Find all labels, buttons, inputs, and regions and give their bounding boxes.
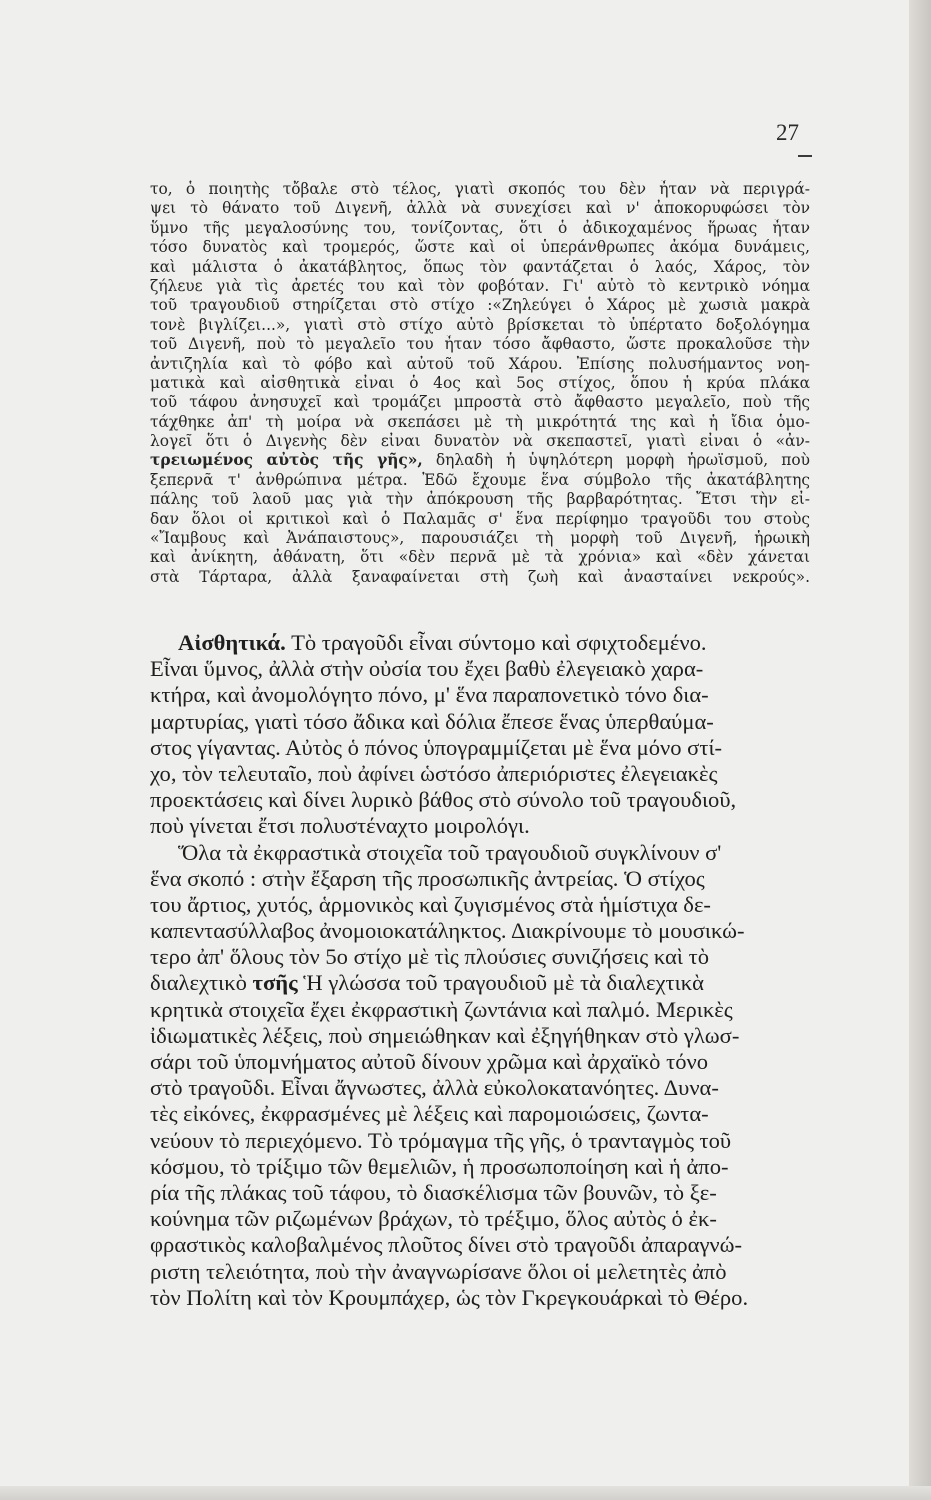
line-rest: Ἡ γλώσσα τοῦ τραγουδιοῦ μὲ τὰ διαλεχτικὰ	[297, 970, 704, 996]
text-line: ποὺ γίνεται ἔτσι πολυστέναχτο μοιρολόγι.	[150, 813, 530, 839]
bold-phrase: τρειωμένος αὐτὸς τῆς γῆς»,	[150, 451, 423, 470]
text-line: φραστικὸς καλοβαλμένος πλοῦτος δίνει στὸ τραγοῦδι ἀπαραγνώ-	[150, 1232, 743, 1258]
bold-word: τσῆς	[252, 970, 298, 996]
text-line: στος γίγαντας. Αὐτὸς ὁ πόνος ὑπογραμμίζεται μὲ ἕνα μόνο στί-	[150, 734, 723, 760]
text-line: τὲς εἰκόνες, ἐκφρασμένες μὲ λέξεις καὶ παρομοιώσεις, ζωντα-	[150, 1101, 709, 1127]
page-edge-bottom	[0, 1486, 931, 1500]
text-line-with-bold	[150, 451, 810, 470]
text-line: ξεπερνᾶ τ' ἀνθρώπινα μέτρα. Ἐδῶ ἔχουμε ἕνα σύμβολο τῆς ἀκατάβλητης	[150, 470, 810, 489]
text-line: δαν ὅλοι οἱ κριτικοὶ καὶ ὁ Παλαμᾶς σ' ἕνα περίφημο τραγοῦδι του στοὺς	[150, 509, 810, 528]
text-line: στὸ τραγοῦδι. Εἶναι ἄγνωστες, ἀλλὰ εὐκολοκατανόητες. Δυνα-	[150, 1075, 719, 1101]
text-line: κτήρα, καὶ ἀνομολόγητο πόνο, μ' ἕνα παραπονετικὸ τόνο δια-	[150, 682, 709, 708]
header-dash	[798, 155, 812, 157]
text-line: καπεντασύλλαβος ἀνομοιοκατάληκτος. Διακρίνουμε τὸ μουσικώ-	[150, 918, 745, 944]
text-line: χο, τὸν τελευταῖο, ποὺ ἀφίνει ὡστόσο ἀπεριόριστες ἐλεγειακὲς	[150, 760, 718, 786]
text-line: ριστη τελειότητα, ποὺ τὴν ἀναγνωρίσανε ὅλοι οἱ μελετητὲς ἀπὸ	[150, 1258, 727, 1284]
text-line: κόσμου, τὸ τρίξιμο τῶν θεμελιῶν, ἡ προσωποποίηση καὶ ἡ ἀπο-	[150, 1153, 729, 1179]
text-line: στὰ Τάρταρα, ἀλλὰ ξαναφαίνεται στὴ ζωὴ καὶ ἀνασταίνει νεκρούς».	[150, 567, 810, 586]
text-line: ἰδιωματικὲς λέξεις, ποὺ σημειώθηκαν καὶ ἐξηγήθηκαν στὸ γλωσ-	[150, 1022, 740, 1048]
text-line: καὶ ἀνίκητη, ἀθάνατη, ὅτι «δὲν περνᾶ μὲ τὰ χρόνια» καὶ «δὲν χάνεται	[150, 548, 810, 567]
text-line: του ἄρτιος, χυτός, ἁρμονικὸς καὶ ζυγισμένος στὰ ἡμίστιχα δε-	[150, 891, 711, 917]
text-line: ρία τῆς πλάκας τοῦ τάφου, τὸ διασκέλισμα τῶν βουνῶν, τὸ ξε-	[150, 1179, 717, 1205]
page-number: 27	[776, 120, 799, 145]
aesthetics-section	[150, 630, 812, 1311]
text-line: ἕνα σκοπό : στὴν ἔξαρση τῆς προσωπικῆς ἀντρείας. Ὁ στίχος	[150, 865, 705, 891]
commentary-paragraph	[150, 180, 810, 587]
text-line: μαρτυρίας, γιατὶ τόσο ἄδικα καὶ δόλια ἔπεσε ἕνας ὑπερθαύμα-	[150, 708, 714, 734]
text-line: τοῦ τραγουδιοῦ στηρίζεται στὸ στίχο :«Ζηλεύγει ὁ Χάρος μὲ χωσιὰ μακρὰ	[150, 296, 810, 315]
text-line: τονὲ βιγλίζει...», γιατὶ στὸ στίχο αὐτὸ βρίσκεται τὸ ὑπέρτατο δοξολόγημα	[150, 315, 810, 334]
text-line: ψει τὸ θάνατο τοῦ Διγενῆ, ἀλλὰ νὰ συνεχίσει καὶ ν' ἀποκορυφώσει τὸν	[150, 199, 810, 218]
text-line: τερο ἀπ' ὅλους τὸν 5ο στίχο μὲ τὶς πλούσιες συνιζήσεις καὶ τὸ	[150, 944, 709, 970]
section-heading: Αἰσθητικά.	[178, 630, 286, 655]
text-line: λογεῖ ὅτι ὁ Διγενὴς δὲν εἶναι δυνατὸν νὰ σκεπαστεῖ, γιατὶ εἶναι ὁ «ἀν-	[150, 432, 810, 451]
text-line: ζήλευε γιὰ τὶς ἀρετές του καὶ τὸν φοβόταν. Γι' αὐτὸ τὸ κεντρικὸ νόημα	[150, 276, 810, 295]
text-line: νεύουν τὸ περιεχόμενο. Τὸ τρόμαγμα τῆς γῆς, ὁ τρανταγμὸς τοῦ	[150, 1127, 732, 1153]
line-start: διαλεχτικὸ	[150, 970, 253, 996]
text-line: τὸν Πολίτη καὶ τὸν Κρουμπάχερ, ὡς τὸν Γκρεγκουάρκαὶ τὸ Θέρο.	[150, 1284, 749, 1310]
line-rest: δηλαδὴ ἡ ὑψηλότερη μορφὴ ἡρωϊσμοῦ, ποὺ	[422, 451, 810, 470]
text-line: τοῦ Διγενῆ, ποὺ τὸ μεγαλεῖο του ἦταν τόσο ἄφθαστο, ὥστε προκαλοῦσε τὴν	[150, 335, 810, 354]
text-line: «Ἴαμβους καὶ Ἀνάπαιστους», παρουσιάζει τὴ μορφὴ τοῦ Διγενῆ, ἡρωικὴ	[150, 529, 810, 548]
page-edge-right	[909, 0, 931, 1500]
section-first-line	[150, 630, 812, 656]
text-line: Εἶναι ὕμνος, ἀλλὰ στὴν οὐσία του ἔχει βαθὺ ἐλεγειακὸ χαρα-	[150, 656, 704, 682]
text-line: το, ὁ ποιητὴς τὄβαλε στὸ τέλος, γιατὶ σκοπός του δὲν ἦταν νὰ περιγρά-	[150, 180, 810, 198]
text-line: κρητικὰ στοιχεῖα ἔχει ἐκφραστικὴ ζωντάνια καὶ παλμό. Μερικὲς	[150, 996, 733, 1022]
text-line: σάρι τοῦ ὑπομνήματος αὐτοῦ δίνουν χρῶμα καὶ ἀρχαϊκὸ τόνο	[150, 1049, 709, 1074]
text-line-with-bold	[150, 970, 812, 996]
text-line: ὕμνο τῆς μεγαλοσύνης του, τονίζοντας, ὅτι ὁ ἀδικοχαμένος ἥρωας ἦταν	[150, 218, 810, 237]
text-line: πάλης τοῦ λαοῦ μας γιὰ τὴν ἀπόκρουση τῆς βαρβαρότητας. Ἔτσι τὴν εἶ-	[150, 490, 810, 509]
text-line: Ὅλα τὰ ἐκφραστικὰ στοιχεῖα τοῦ τραγουδιοῦ συγκλίνουν σ'	[178, 839, 722, 865]
text-line: ματικὰ καὶ αἰσθητικὰ εἶναι ὁ 4ος καὶ 5ος στίχος, ὅπου ἡ κρύα πλάκα	[150, 373, 810, 392]
text-line: προεκτάσεις καὶ δίνει λυρικὸ βάθος στὸ σύνολο τοῦ τραγουδιοῦ,	[150, 787, 737, 813]
text-line: τάχθηκε ἀπ' τὴ μοίρα νὰ σκεπάσει μὲ τὴ μικρότητά της καὶ ἡ ἴδια ὁμο-	[150, 412, 810, 431]
text-line: τόσο δυνατὸς καὶ τρομερός, ὥστε καὶ οἱ ὑπεράνθρωπες ἀκόμα δυνάμεις,	[150, 238, 810, 257]
text-line: ἀντιζηλία καὶ τὸ φόβο καὶ αὐτοῦ τοῦ Χάρου. Ἐπίσης πολυσήμαντος νοη-	[150, 354, 810, 373]
text-line: Τὸ τραγοῦδι εἶναι σύντομο καὶ σφιχτοδεμένο.	[291, 630, 707, 655]
text-line: κούνημα τῶν ριζωμένων βράχων, τὸ τρέξιμο, ὅλος αὐτὸς ὁ ἐκ-	[150, 1206, 717, 1232]
text-line: τοῦ τάφου ἀνησυχεῖ καὶ τρομάζει μπροστὰ στὸ ἄφθαστο μεγαλεῖο, ποὺ τῆς	[150, 393, 810, 412]
text-line: καὶ μάλιστα ὁ ἀκατάβλητος, ὅπως τὸν φαντάζεται ὁ λαός, Χάρος, τὸν	[150, 257, 810, 276]
